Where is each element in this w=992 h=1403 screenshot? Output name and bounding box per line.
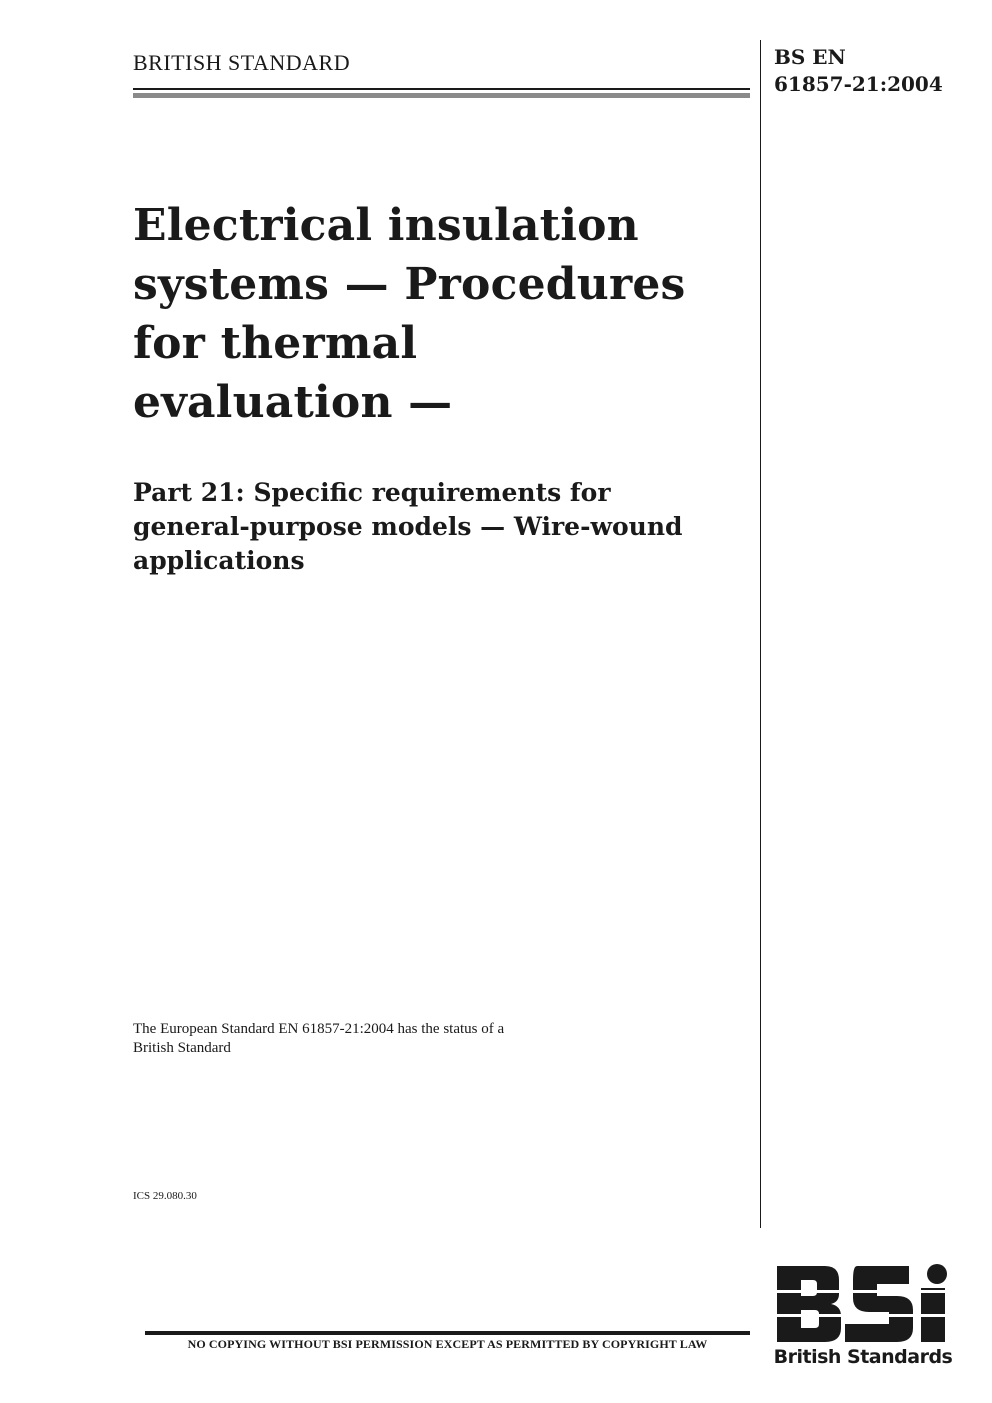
ics-code: ICS 29.080.30 [133, 1190, 197, 1202]
title-line: evaluation — [133, 377, 453, 428]
subtitle-line: general-purpose models — Wire-wound [133, 512, 683, 541]
status-note-line: British Standard [133, 1040, 231, 1056]
status-note-line: The European Standard EN 61857-21:2004 has the status of a [133, 1021, 505, 1037]
column-divider [760, 40, 761, 1228]
title-line: systems — Procedures [133, 259, 686, 310]
header-rule-shaded [133, 93, 750, 98]
document-number-value: 61857-21:2004 [774, 72, 943, 96]
subtitle-line: applications [133, 546, 305, 575]
bsi-logo-text: British Standards [773, 1346, 953, 1368]
part-subtitle [133, 476, 753, 578]
title-line: Electrical insulation [133, 200, 639, 251]
document-number-prefix: BS EN [774, 45, 846, 69]
copyright-notice: NO COPYING WITHOUT BSI PERMISSION EXCEPT AS PERMITTED BY COPYRIGHT LAW [187, 1337, 708, 1351]
standard-type-label: BRITISH STANDARD [133, 50, 351, 75]
document-title [133, 196, 753, 432]
document-number [774, 44, 943, 98]
title-line: for thermal [133, 318, 418, 369]
status-note [133, 1020, 504, 1058]
header-rule [133, 88, 750, 90]
subtitle-line: Part 21: Specific requirements for [133, 478, 611, 507]
footer-rule [145, 1331, 750, 1335]
